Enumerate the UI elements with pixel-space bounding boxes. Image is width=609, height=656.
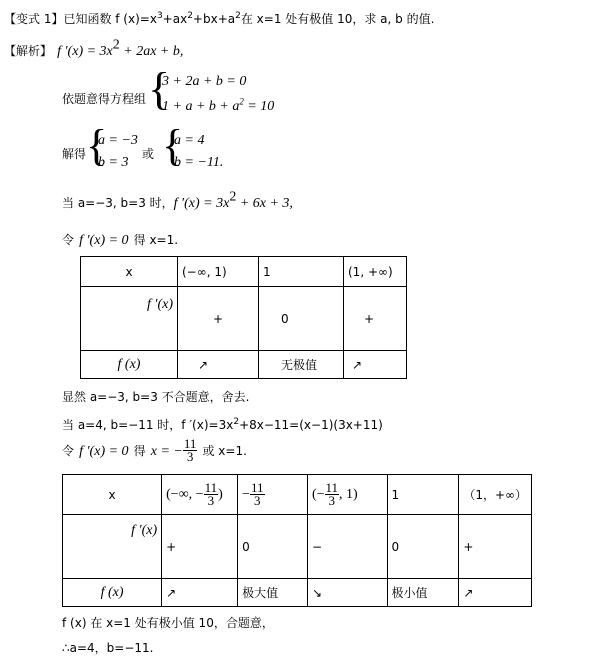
set2-x: x = − bbox=[150, 444, 183, 459]
solve-label: 解得 bbox=[62, 147, 87, 161]
set1-expr: f ′(x) = 0 bbox=[79, 233, 129, 248]
equation-1: 3 + 2a + b = 0 bbox=[162, 74, 247, 89]
system-intro: 依题意得方程组 bbox=[62, 92, 147, 106]
case1-tail: + 6x + 3, bbox=[236, 196, 293, 211]
problem-text-b: +ax bbox=[162, 12, 188, 26]
set1-line bbox=[62, 229, 178, 249]
final-answer: ∴a=4，b=−11. bbox=[62, 641, 154, 655]
derivative-tail: + 2ax + b, bbox=[119, 44, 184, 59]
problem-text-c: +bx+a bbox=[192, 12, 236, 26]
table1-fprime-cell-1: + bbox=[178, 287, 259, 351]
table2-header-row bbox=[63, 475, 532, 515]
table2-fprime-row bbox=[63, 515, 532, 579]
table1-f-cell-1: ↗ bbox=[178, 351, 259, 379]
table1-fprime-cell-2: 0 bbox=[259, 287, 344, 351]
table2-fprime-cell-3: − bbox=[307, 515, 387, 579]
solution1-brace: { bbox=[86, 121, 108, 170]
table1-fprime-row bbox=[81, 287, 407, 351]
set2-line bbox=[62, 438, 247, 463]
table1-fprime-label: f ′(x) bbox=[81, 287, 178, 351]
problem-text-a: 已知函数 f (x)=x bbox=[63, 12, 157, 26]
problem-statement: 【变式 1】已知函数 f $(x)=x^3+ax^2+bx+a^2$在 x=1 处有极值 10，求 a, b 的值. bbox=[4, 11, 435, 26]
table2-f-cell-5: ↗ bbox=[459, 579, 532, 607]
reject-text: 显然 a=−3, b=3 不合题意，舍去. bbox=[62, 390, 250, 404]
table2-fprime-label: f ′(x) bbox=[63, 515, 162, 579]
problem-text-d: 在 x=1 处有极值 10，求 a, b 的值. bbox=[240, 12, 435, 26]
table2-header-interval2: (− $\frac{11}{3}$ , 1) bbox=[307, 475, 387, 515]
solution2-brace: { bbox=[162, 121, 184, 170]
table2-f-row bbox=[63, 579, 532, 607]
table1-f-cell-2: 无极值 bbox=[259, 351, 344, 379]
table2-header-interval1: (−∞, − $\frac{11}{3}$ ) bbox=[162, 475, 238, 515]
case2-text: 当 a=4, b=−11 时，f ′(x)=3x bbox=[62, 418, 234, 432]
table2-f-cell-1: ↗ bbox=[162, 579, 238, 607]
solution1-a: a = −3 bbox=[98, 133, 138, 148]
table2-f-label: f (x) bbox=[63, 579, 162, 607]
table2-header-point2: 1 bbox=[387, 475, 459, 515]
table1-f-label: f (x) bbox=[81, 351, 178, 379]
solution2-dot: . bbox=[219, 155, 224, 170]
table2-f-cell-4: 极小值 bbox=[387, 579, 459, 607]
table1-f-cell-3: ↗ bbox=[344, 351, 407, 379]
table2-header-point1: − $\frac{11}{3}$ bbox=[238, 475, 308, 515]
table2-fprime-cell-2: 0 bbox=[238, 515, 308, 579]
conclusion-text: f (x) 在 x=1 处有极小值 10，合题意， bbox=[62, 616, 274, 630]
system-brace: { bbox=[148, 63, 171, 114]
solution2-a: a = 4 bbox=[174, 133, 205, 148]
sign-table-1 bbox=[80, 256, 407, 379]
solution2-b-text: b = −11 bbox=[174, 155, 220, 170]
case2-tail: +8x−11=(x−1)(3x+11) bbox=[239, 418, 383, 432]
table2-f-cell-2: 极大值 bbox=[238, 579, 308, 607]
problem-tag: 【变式 1】 bbox=[4, 12, 64, 26]
sign-table-2 bbox=[62, 474, 532, 607]
table1-header-point: 1 bbox=[259, 257, 344, 287]
solution-label: 【解析】 bbox=[4, 44, 53, 58]
derivative-expr: f ′(x) = 3x bbox=[57, 44, 113, 59]
set2-a: 令 bbox=[62, 444, 75, 458]
case1-text: 当 a=−3, b=3 时， bbox=[62, 196, 174, 210]
solution-derivative-line: 【解析】 f $'(x) = 3x^2 + 2ax + b$, bbox=[4, 37, 184, 59]
table2-f-cell-3: ↘ bbox=[307, 579, 387, 607]
table1-fprime-cell-3: + bbox=[344, 287, 407, 351]
or-word: 或 bbox=[142, 147, 155, 161]
case1-line: 当 a=−3, b=3 时，f $'(x) = 3x^2 + 6x + 3$, bbox=[62, 189, 293, 211]
table2-fprime-cell-4: 0 bbox=[387, 515, 459, 579]
equation-2: $1 + a + b + a^2 = 10$ bbox=[162, 96, 275, 114]
solution2-b bbox=[174, 155, 223, 171]
set2-b: 得 bbox=[133, 444, 146, 458]
set1-a: 令 bbox=[62, 233, 75, 247]
table1-header-row bbox=[81, 257, 407, 287]
equation-2-a: 1 + a + b + a bbox=[162, 99, 240, 114]
table2-header-interval3: （1，+∞） bbox=[459, 475, 532, 515]
table1-header-x: x bbox=[81, 257, 178, 287]
equation-2-b: = 10 bbox=[243, 99, 275, 114]
table1-header-interval1: (−∞, 1) bbox=[178, 257, 259, 287]
set1-b: 得 x=1. bbox=[133, 233, 179, 247]
table2-fprime-cell-1: + bbox=[162, 515, 238, 579]
set2-c: 或 x=1. bbox=[202, 444, 247, 458]
set2-fraction: $\frac{11}{3}$ bbox=[183, 436, 197, 464]
set2-expr: f ′(x) = 0 bbox=[79, 444, 129, 459]
table1-header-interval2: (1, +∞) bbox=[344, 257, 407, 287]
case2-line: 当 a=4, b=−11 时，f $'(x)=3x^2+8x-11=(x-1)(3x+11)$ bbox=[62, 417, 383, 432]
case1-expr: f ′(x) = 3x bbox=[173, 196, 230, 211]
solution1-b: b = 3 bbox=[98, 155, 129, 170]
table2-header-x: x bbox=[63, 475, 162, 515]
table1-f-row bbox=[81, 351, 407, 379]
table2-fprime-cell-5: + bbox=[459, 515, 532, 579]
